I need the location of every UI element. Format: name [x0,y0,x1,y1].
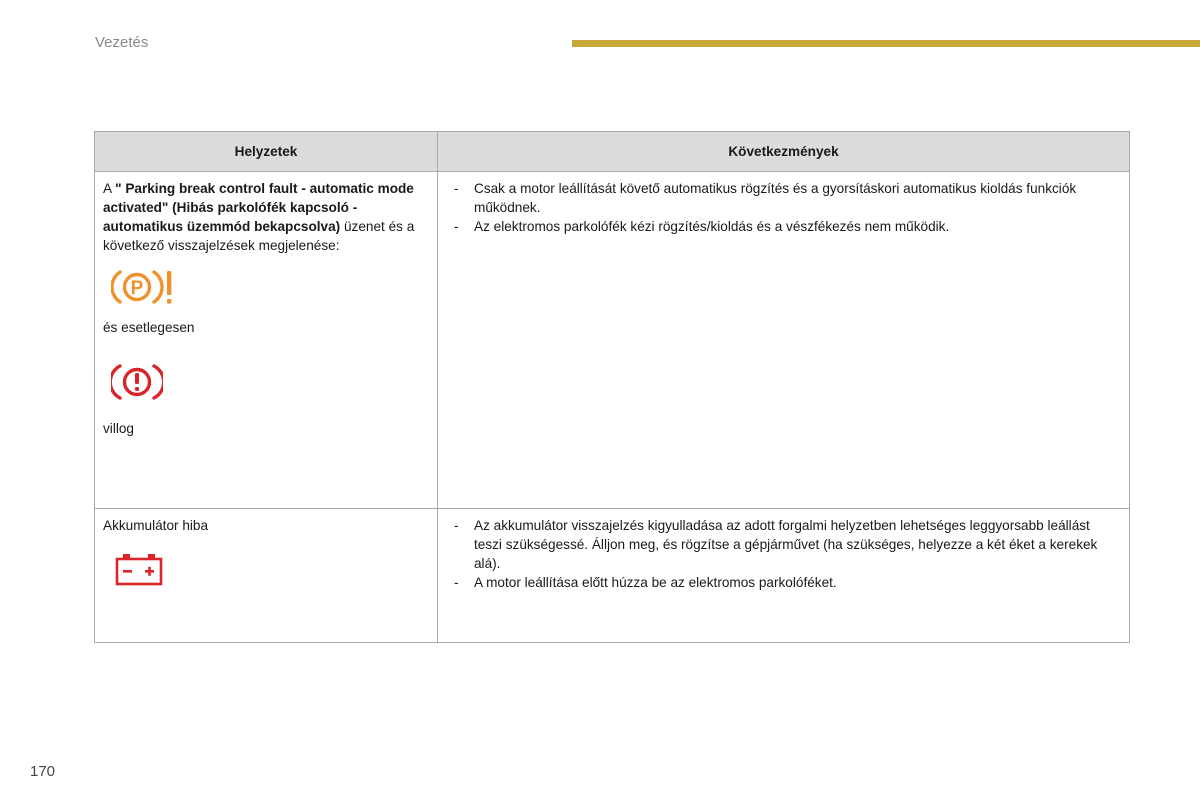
column-header-consequences: Következmények [438,132,1130,172]
situation-prefix: A [103,181,116,196]
fault-message: " Parking break control fault - automatic mode activated" (Hibás parkolófék kapcsoló - automatikus üzemmód bekapcsolva) [103,181,414,234]
situation-cell [95,172,438,509]
situation-cell [95,509,438,643]
accent-bar [572,40,1200,47]
consequence-cell [438,509,1130,643]
list-item: - Az akkumulátor visszajelzés kigyulladása az adott forgalmi helyzetben lehetséges leggyorsabb leállást teszi szükségessé. Álljon meg, és rögzítse a gépjárművet (ha szükséges, helyezze a két éket a kerekek alá). [446,516,1121,573]
situation-suffix: üzenet és a következő visszajelzések megjelenése: [103,219,415,253]
situation-label: Akkumulátor hiba [103,518,209,533]
list-item: - Csak a motor leállítását követő automatikus rögzítés és a gyorsításkori automatikus kioldás funkciók működnek. [446,179,1121,217]
consequence-list [446,179,1121,236]
table-row [95,509,1130,643]
table-header-row [95,132,1130,172]
between-text: és esetlegesen [103,320,195,335]
table-row [95,172,1130,509]
section-title: Vezetés [95,34,149,51]
page-number: 170 [30,763,56,780]
after-text: villog [103,421,134,436]
column-header-situations: Helyzetek [95,132,438,172]
battery-warning-icon [115,552,165,588]
list-item: - Az elektromos parkolófék kézi rögzítés/kioldás és a vészfékezés nem működik. [446,217,1121,236]
brake-warning-icon [111,363,163,403]
consequence-list [446,516,1121,592]
list-item: - A motor leállítása előtt húzza be az elektromos parkolóféket. [446,573,1121,592]
svg-text:P: P [130,278,144,299]
parking-brake-fault-warning-icon [111,268,177,308]
situation-description [103,179,429,255]
situations-table [94,131,1130,643]
consequence-cell [438,172,1130,509]
